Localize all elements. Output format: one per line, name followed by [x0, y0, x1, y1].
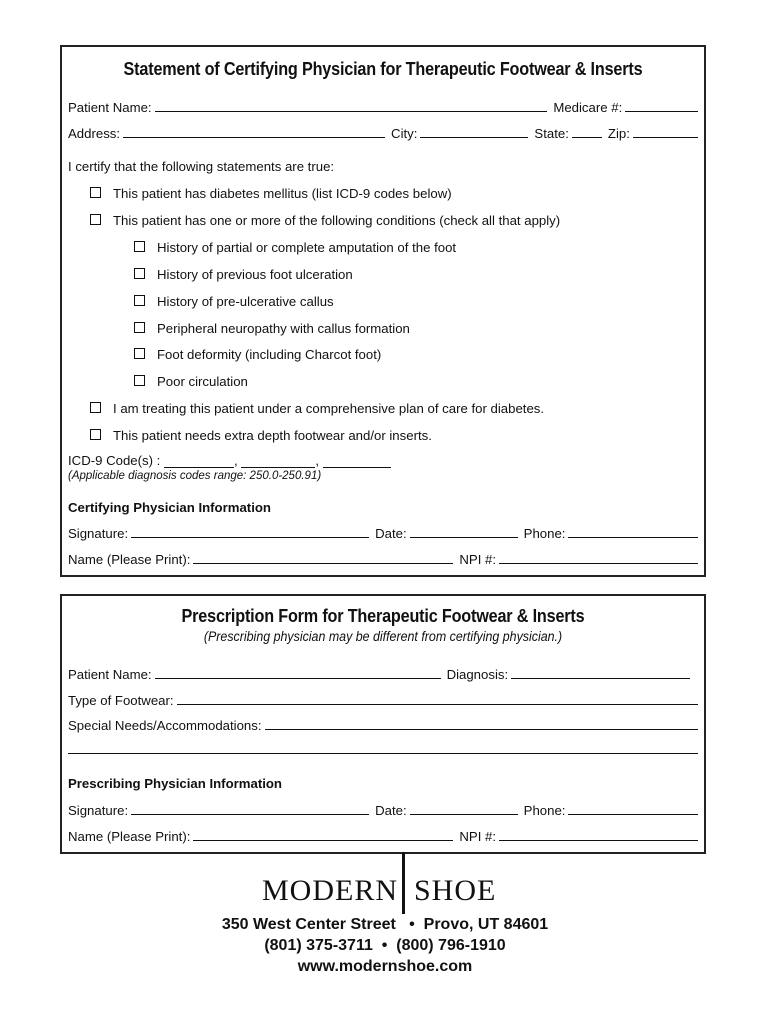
cert-signature-row [68, 523, 698, 541]
rx-patient-name-field[interactable] [155, 677, 441, 679]
city-field[interactable] [420, 136, 528, 138]
condition-ulceration [134, 267, 353, 282]
checkbox-conditions[interactable] [90, 214, 101, 225]
prescribing-physician-heading: Prescribing Physician Information [68, 776, 282, 791]
footer-address: 350 West Center Street • Provo, UT 84601 [221, 916, 549, 933]
certification-section [60, 45, 706, 577]
logo-text-shoe: SHOE [414, 874, 497, 907]
item-conditions [90, 213, 560, 228]
condition-circulation [134, 374, 248, 389]
checkbox-neuropathy[interactable] [134, 322, 145, 333]
cert-phone-field[interactable] [568, 536, 698, 538]
state-label: State: [534, 126, 569, 141]
footer-website[interactable]: www.modernshoe.com [297, 958, 473, 975]
zip-field[interactable] [633, 136, 698, 138]
checkbox-circulation[interactable] [134, 375, 145, 386]
certify-statement: I certify that the following statements are true: [68, 159, 335, 174]
rx-diagnosis-field[interactable] [511, 677, 690, 679]
condition-ulceration-label: History of previous foot ulceration [157, 267, 353, 282]
icd-code-2-field[interactable] [241, 455, 315, 468]
condition-circulation-label: Poor circulation [157, 374, 248, 389]
icd-note: (Applicable diagnosis codes range: 250.0-250.91) [68, 470, 322, 482]
rx-date-label: Date: [375, 803, 407, 818]
certification-title: Statement of Certifying Physician for Therapeutic Footwear & Inserts [123, 59, 643, 79]
patient-name-field[interactable] [155, 110, 548, 112]
prescription-section [60, 594, 706, 854]
rx-footwear-field[interactable] [177, 703, 698, 705]
modern-shoe-logo [0, 852, 770, 914]
checkbox-diabetes[interactable] [90, 187, 101, 198]
condition-callus-label: History of pre-ulcerative callus [157, 294, 334, 309]
rx-special-label: Special Needs/Accommodations: [68, 718, 262, 733]
cert-phone-label: Phone: [523, 526, 566, 541]
checkbox-ulceration[interactable] [134, 268, 145, 279]
checkbox-deformity[interactable] [134, 348, 145, 359]
cert-date-field[interactable] [410, 536, 518, 538]
checkbox-extra-depth[interactable] [90, 429, 101, 440]
condition-amputation [134, 240, 456, 255]
logo-divider [402, 852, 405, 914]
rx-phone-field[interactable] [568, 813, 698, 815]
medicare-field[interactable] [625, 110, 698, 112]
rx-npi-field[interactable] [499, 839, 698, 841]
cert-signature-field[interactable] [131, 536, 369, 538]
cert-npi-label: NPI #: [459, 552, 497, 567]
item-diabetes-label: This patient has diabetes mellitus (list ICD-9 codes below) [113, 186, 452, 201]
cert-npi-field[interactable] [499, 562, 698, 564]
rx-signature-label: Signature: [68, 803, 129, 818]
logo-text-modern: MODERN [261, 874, 398, 907]
address-field[interactable] [123, 136, 385, 138]
cert-name-field[interactable] [193, 562, 453, 564]
condition-deformity [134, 347, 381, 362]
footer-phone: (801) 375-3711 • (800) 796-1910 [264, 937, 506, 954]
condition-deformity-label: Foot deformity (including Charcot foot) [157, 347, 382, 362]
rx-date-field[interactable] [410, 813, 518, 815]
certifying-physician-heading: Certifying Physician Information [68, 500, 271, 515]
icd-row: ICD-9 Code(s) : , , [68, 453, 391, 468]
checkbox-callus[interactable] [134, 295, 145, 306]
rx-diagnosis-label: Diagnosis: [446, 667, 509, 682]
rx-special-row-2 [68, 739, 698, 757]
icd-code-1-field[interactable] [164, 455, 234, 468]
condition-amputation-label: History of partial or complete amputation of the foot [157, 240, 457, 255]
icd-label: ICD-9 Code(s) : [68, 453, 161, 468]
rx-footwear-label: Type of Footwear: [68, 693, 174, 708]
item-diabetes [90, 186, 452, 201]
prescription-title: Prescription Form for Therapeutic Footwear & Inserts [181, 606, 585, 626]
cert-date-label: Date: [375, 526, 407, 541]
rx-special-field-2[interactable] [68, 752, 698, 754]
rx-name-row [68, 826, 698, 844]
checkbox-amputation[interactable] [134, 241, 145, 252]
condition-callus [134, 294, 334, 309]
checkbox-care-plan[interactable] [90, 402, 101, 413]
patient-medicare-row [68, 97, 698, 115]
rx-footwear-row [68, 690, 698, 708]
item-extra-depth [90, 428, 432, 443]
rx-patient-name-label: Patient Name: [68, 667, 152, 682]
rx-special-field[interactable] [265, 728, 698, 730]
address-row [68, 123, 698, 141]
condition-neuropathy [134, 321, 410, 336]
medicare-label: Medicare #: [553, 100, 623, 115]
rx-signature-field[interactable] [131, 813, 369, 815]
rx-npi-label: NPI #: [459, 829, 497, 844]
state-field[interactable] [572, 136, 602, 138]
rx-signature-row [68, 800, 698, 818]
condition-neuropathy-label: Peripheral neuropathy with callus formation [157, 321, 410, 336]
patient-name-label: Patient Name: [68, 100, 152, 115]
cert-name-row [68, 549, 698, 567]
item-care-plan-label: I am treating this patient under a comprehensive plan of care for diabetes. [113, 401, 545, 416]
rx-special-row [68, 715, 698, 733]
rx-phone-label: Phone: [523, 803, 566, 818]
item-conditions-label: This patient has one or more of the following conditions (check all that apply) [113, 213, 561, 228]
rx-patient-row [68, 664, 698, 682]
rx-name-field[interactable] [193, 839, 453, 841]
rx-name-label: Name (Please Print): [68, 829, 191, 844]
item-extra-depth-label: This patient needs extra depth footwear and/or inserts. [113, 428, 432, 443]
cert-name-label: Name (Please Print): [68, 552, 191, 567]
prescription-subtitle: (Prescribing physician may be different from certifying physician.) [203, 629, 563, 644]
item-care-plan [90, 401, 544, 416]
zip-label: Zip: [607, 126, 630, 141]
cert-signature-label: Signature: [68, 526, 129, 541]
address-label: Address: [68, 126, 121, 141]
icd-code-3-field[interactable] [323, 455, 391, 468]
city-label: City: [391, 126, 418, 141]
